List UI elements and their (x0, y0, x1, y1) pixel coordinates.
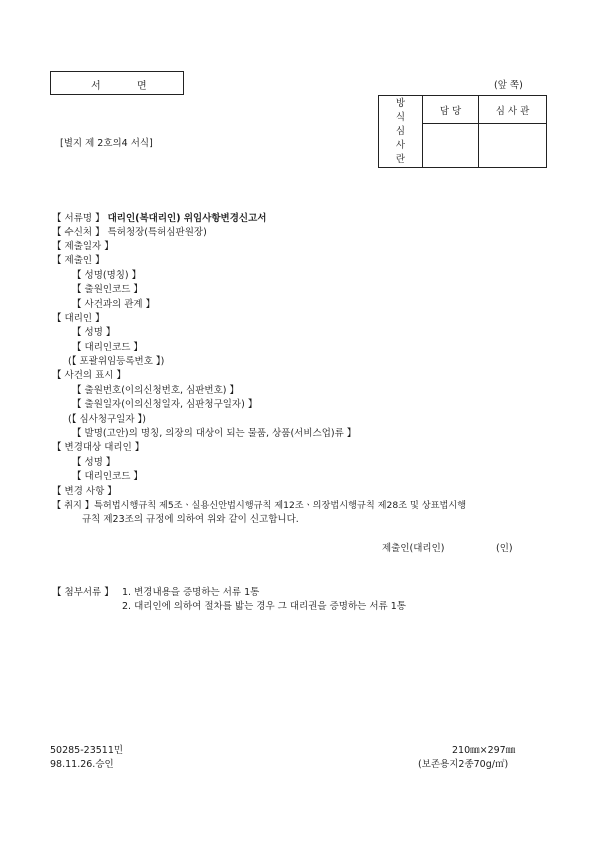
field-case-app-no: 【 출원번호(이의신청번호, 심판번호) 】 (72, 385, 239, 396)
field-case-invention: 【 발명(고안)의 명칭, 의장의 대상이 되는 물품, 상품(서비스업)류 】 (72, 428, 357, 439)
form-number: [별지 제 2호의4 서식] (60, 138, 153, 149)
page-side-label: (앞 쪽) (494, 80, 523, 91)
field-submitter: 【 제출인 】 (52, 255, 105, 266)
seal-mark: (인) (496, 543, 513, 554)
field-submitter-name: 【 성명(명칭) 】 (72, 270, 142, 281)
field-submitter-relation: 【 사건과의 관계 】 (72, 299, 156, 310)
field-submit-date: 【 제출일자 】 (52, 241, 114, 252)
field-case-app-date: 【 출원일자(이의신청일자, 심판청구일자) 】 (72, 399, 258, 410)
field-doc-name-value: 대리인(복대리인) 위임사항변경신고서 (107, 213, 267, 224)
field-agent-code: 【 대리인코드 】 (72, 342, 143, 353)
footer-approval: 98.11.26.승인 (50, 759, 114, 770)
review-table (378, 95, 547, 168)
field-agent-registration: (【 포괄위임등록번호 】) (68, 356, 165, 367)
attachment-item-2: 2. 대리인에 의하여 절차를 밟는 경우 그 대리권을 증명하는 서류 1통 (122, 601, 406, 612)
attachments-label: 【 첨부서류 】 (52, 587, 114, 598)
review-cell-examiner (479, 124, 547, 168)
review-header-officer: 담 당 (423, 96, 479, 124)
field-agent-name: 【 성명 】 (72, 327, 116, 338)
form-title-right: 면 (137, 81, 147, 92)
form-title-left: 서 (91, 81, 101, 92)
field-purpose-line1: 【 취지 】특허법시행규칙 제5조ㆍ실용신안법시행규칙 제12조ㆍ의장법시행규칙 제28조 및 상표법시행 (52, 500, 467, 511)
review-vertical-label: 방 식 심 사 란 (379, 96, 423, 168)
footer-size: 210㎜×297㎜ (452, 745, 516, 756)
review-header-examiner: 심 사 관 (479, 96, 547, 124)
field-case: 【 사건의 표시 】 (52, 370, 126, 381)
field-agent: 【 대리인 】 (52, 313, 105, 324)
signer-label: 제출인(대리인) (382, 543, 445, 554)
field-doc-name-label: 【 서류명 】 (52, 213, 105, 224)
field-purpose-line2: 규칙 제23조의 규정에 의하여 위와 같이 신고합니다. (82, 514, 299, 525)
field-recipient: 【 수신처 】 특허청장(특허심판원장) (52, 227, 207, 238)
footer-paper: (보존용지2종70g/㎡) (418, 759, 509, 770)
field-change-item: 【 변경 사항 】 (52, 486, 117, 497)
footer-code: 50285-23511민 (50, 745, 124, 756)
field-change-target: 【 변경대상 대리인 】 (52, 442, 145, 453)
field-submitter-code: 【 출원인코드 】 (72, 284, 143, 295)
field-case-exam-date: (【 심사청구일자 】) (68, 414, 147, 425)
field-change-name: 【 성명 】 (72, 457, 116, 468)
form-title-box (50, 71, 184, 95)
field-doc-name (52, 212, 266, 225)
attachment-item-1: 1. 변경내용을 증명하는 서류 1통 (122, 587, 260, 598)
field-change-code: 【 대리인코드 】 (72, 471, 143, 482)
review-cell-officer (423, 124, 479, 168)
